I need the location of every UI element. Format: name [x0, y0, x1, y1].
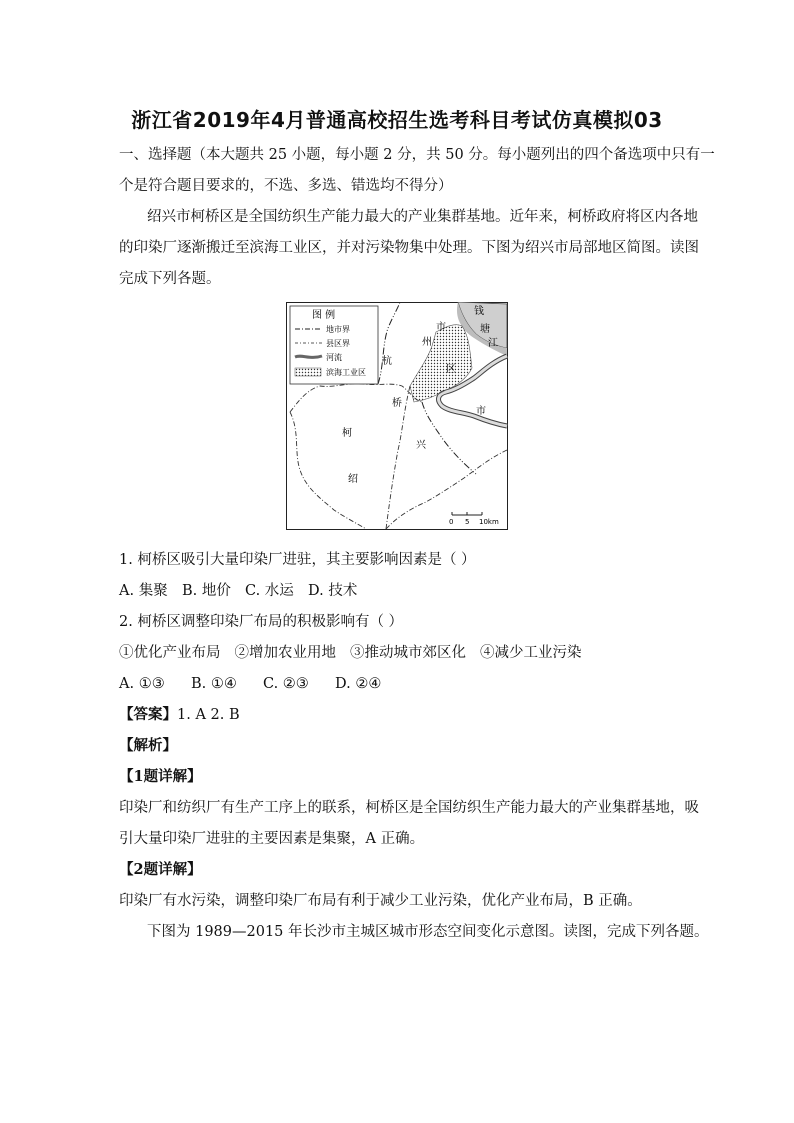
detail-1-text-line-1: 印染厂和纺织厂有生产工序上的联系，柯桥区是全国纺织生产能力最大的产业集群基地，吸	[119, 800, 699, 816]
label-qian: 钱	[474, 306, 484, 317]
question-1: 1. 柯桥区吸引大量印染厂进驻，其主要影响因素是（ ）	[119, 552, 476, 568]
legend-title: 图 例	[312, 310, 336, 321]
detail-2-text: 印染厂有水污染，调整印染厂布局有利于减少工业污染，优化产业布局，B 正确。	[119, 893, 642, 909]
answer-text: 1. A 2. B	[177, 707, 240, 723]
q2-option-b: B. ①④	[191, 676, 237, 692]
label-xing: 兴	[416, 440, 426, 451]
q2-option-a: A. ①③	[119, 676, 165, 692]
section-header-line-1: 一、选择题（本大题共 25 小题，每小题 2 分，共 50 分。每小题列出的四个备选项中只有一	[119, 147, 715, 163]
question-2-options	[119, 674, 407, 694]
question-1-options	[119, 581, 371, 601]
legend-river-line	[295, 356, 322, 357]
q2-item-4: ④减少工业污染	[480, 645, 582, 661]
label-qiao: 桥	[392, 398, 402, 409]
passage-line-1: 绍兴市柯桥区是全国纺织生产能力最大的产业集群基地。近年来，柯桥政府将区内各地	[147, 209, 698, 225]
legend-county-boundary: 县区界	[326, 339, 350, 348]
q2-item-3: ③推动城市郊区化	[350, 645, 466, 661]
detail-1-label: 【1题详解】	[119, 768, 202, 785]
label-tang: 塘	[480, 324, 490, 335]
next-question-intro: 下图为 1989—2015 年长沙市主城区城市形态空间变化示意图。读图，完成下列各题。	[147, 924, 709, 940]
q1-option-d: D. 技术	[308, 583, 358, 599]
question-2-items	[119, 643, 596, 663]
label-ke: 柯	[342, 428, 352, 439]
label-shi-1: 市	[436, 322, 446, 333]
label-hang: 杭	[382, 356, 392, 367]
legend-industrial-zone: 滨海工业区	[326, 368, 366, 377]
label-shi-2: 市	[476, 406, 486, 417]
answer-label: 【答案】	[119, 706, 177, 723]
scale-label-5: 5	[465, 518, 470, 526]
q1-option-b: B. 地价	[182, 583, 231, 599]
page-title: 浙江省2019年4月普通高校招生选考科目考试仿真模拟03	[131, 108, 663, 132]
q2-option-d: D. ②④	[335, 676, 382, 692]
legend-industrial-swatch	[295, 368, 321, 376]
label-shao: 绍	[348, 474, 358, 485]
scale-label-0: 0	[449, 518, 454, 526]
section-header-line-2: 个是符合题目要求的，不选、多选、错选均不得分）	[119, 178, 453, 194]
label-qu: 区	[446, 364, 456, 375]
question-2: 2. 柯桥区调整印染厂布局的积极影响有（ ）	[119, 614, 404, 630]
analysis-label: 【解析】	[119, 737, 177, 754]
label-zhou: 州	[422, 337, 432, 348]
answer-line	[119, 705, 240, 725]
detail-2-label: 【2题详解】	[119, 861, 202, 878]
q2-option-c: C. ②③	[263, 676, 309, 692]
legend-city-boundary: 地市界	[326, 325, 350, 334]
map-legend	[290, 306, 378, 384]
label-jiang: 江	[488, 338, 498, 349]
q2-item-1: ①优化产业布局	[119, 645, 221, 661]
q2-item-2: ②增加农业用地	[234, 645, 336, 661]
scale-label-10km: 10km	[479, 518, 499, 526]
q1-option-c: C. 水运	[245, 583, 294, 599]
shaoxing-map-figure	[286, 302, 508, 530]
detail-1-text-line-2: 引大量印染厂进驻的主要因素是集聚，A 正确。	[119, 831, 425, 847]
passage-line-2: 的印染厂逐渐搬迁至滨海工业区，并对污染物集中处理。下图为绍兴市局部地区简图。读图	[119, 240, 699, 256]
passage-line-3: 完成下列各题。	[119, 271, 221, 287]
q1-option-a: A. 集聚	[119, 583, 168, 599]
legend-river: 河流	[326, 353, 342, 362]
